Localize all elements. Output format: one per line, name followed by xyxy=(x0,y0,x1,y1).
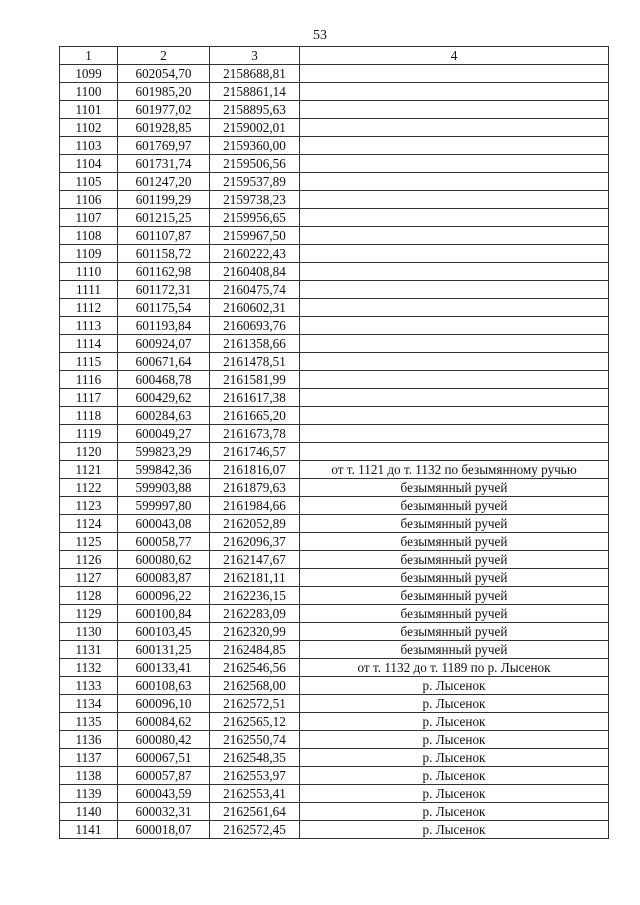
y-coordinate-cell: 2158895,63 xyxy=(210,101,300,119)
table-row xyxy=(60,263,609,281)
y-coordinate-cell: 2160693,76 xyxy=(210,317,300,335)
point-number-cell: 1117 xyxy=(60,389,118,407)
point-number-cell: 1125 xyxy=(60,533,118,551)
table-row xyxy=(60,533,609,551)
point-number-cell: 1138 xyxy=(60,767,118,785)
y-coordinate-cell: 2161984,66 xyxy=(210,497,300,515)
point-number-cell: 1113 xyxy=(60,317,118,335)
table-row xyxy=(60,677,609,695)
table-row xyxy=(60,173,609,191)
table-row xyxy=(60,731,609,749)
x-coordinate-cell: 599842,36 xyxy=(118,461,210,479)
description-cell: от т. 1121 до т. 1132 по безымянному ручью xyxy=(300,461,609,479)
y-coordinate-cell: 2161746,57 xyxy=(210,443,300,461)
table-row xyxy=(60,749,609,767)
x-coordinate-cell: 600083,87 xyxy=(118,569,210,587)
point-number-cell: 1128 xyxy=(60,587,118,605)
y-coordinate-cell: 2162147,67 xyxy=(210,551,300,569)
page-number: 53 xyxy=(313,28,327,43)
point-number-cell: 1101 xyxy=(60,101,118,119)
x-coordinate-cell: 602054,70 xyxy=(118,65,210,83)
y-coordinate-cell: 2159537,89 xyxy=(210,173,300,191)
table-row xyxy=(60,695,609,713)
description-cell: безымянный ручей xyxy=(300,587,609,605)
y-coordinate-cell: 2162096,37 xyxy=(210,533,300,551)
description-cell xyxy=(300,173,609,191)
description-cell: безымянный ручей xyxy=(300,515,609,533)
description-cell: р. Лысенок xyxy=(300,713,609,731)
y-coordinate-cell: 2162236,15 xyxy=(210,587,300,605)
description-cell: безымянный ручей xyxy=(300,479,609,497)
description-cell xyxy=(300,155,609,173)
table-row xyxy=(60,803,609,821)
header-cell-1: 1 xyxy=(60,47,118,65)
header-cell-2: 2 xyxy=(118,47,210,65)
description-cell: р. Лысенок xyxy=(300,821,609,839)
table-row xyxy=(60,119,609,137)
x-coordinate-cell: 601107,87 xyxy=(118,227,210,245)
point-number-cell: 1103 xyxy=(60,137,118,155)
description-cell xyxy=(300,83,609,101)
x-coordinate-cell: 599903,88 xyxy=(118,479,210,497)
x-coordinate-cell: 600058,77 xyxy=(118,533,210,551)
y-coordinate-cell: 2158861,14 xyxy=(210,83,300,101)
point-number-cell: 1134 xyxy=(60,695,118,713)
point-number-cell: 1111 xyxy=(60,281,118,299)
table-row xyxy=(60,407,609,425)
point-number-cell: 1112 xyxy=(60,299,118,317)
description-cell xyxy=(300,317,609,335)
table-row xyxy=(60,317,609,335)
y-coordinate-cell: 2162553,97 xyxy=(210,767,300,785)
table-row xyxy=(60,461,609,479)
description-cell xyxy=(300,209,609,227)
header-cell-4: 4 xyxy=(300,47,609,65)
y-coordinate-cell: 2161673,78 xyxy=(210,425,300,443)
point-number-cell: 1104 xyxy=(60,155,118,173)
point-number-cell: 1100 xyxy=(60,83,118,101)
point-number-cell: 1114 xyxy=(60,335,118,353)
y-coordinate-cell: 2162572,45 xyxy=(210,821,300,839)
description-cell xyxy=(300,245,609,263)
x-coordinate-cell: 601985,20 xyxy=(118,83,210,101)
point-number-cell: 1135 xyxy=(60,713,118,731)
y-coordinate-cell: 2162561,64 xyxy=(210,803,300,821)
y-coordinate-cell: 2161358,66 xyxy=(210,335,300,353)
x-coordinate-cell: 601928,85 xyxy=(118,119,210,137)
y-coordinate-cell: 2161478,51 xyxy=(210,353,300,371)
y-coordinate-cell: 2162484,85 xyxy=(210,641,300,659)
point-number-cell: 1122 xyxy=(60,479,118,497)
table-row xyxy=(60,659,609,677)
x-coordinate-cell: 600108,63 xyxy=(118,677,210,695)
point-number-cell: 1139 xyxy=(60,785,118,803)
description-cell: безымянный ручей xyxy=(300,533,609,551)
point-number-cell: 1140 xyxy=(60,803,118,821)
point-number-cell: 1136 xyxy=(60,731,118,749)
x-coordinate-cell: 601162,98 xyxy=(118,263,210,281)
table-row xyxy=(60,515,609,533)
point-number-cell: 1116 xyxy=(60,371,118,389)
description-cell: р. Лысенок xyxy=(300,677,609,695)
table-row xyxy=(60,623,609,641)
description-cell xyxy=(300,407,609,425)
x-coordinate-cell: 600429,62 xyxy=(118,389,210,407)
x-coordinate-cell: 601172,31 xyxy=(118,281,210,299)
description-cell xyxy=(300,389,609,407)
x-coordinate-cell: 601977,02 xyxy=(118,101,210,119)
table-row xyxy=(60,191,609,209)
y-coordinate-cell: 2162181,11 xyxy=(210,569,300,587)
y-coordinate-cell: 2159360,00 xyxy=(210,137,300,155)
x-coordinate-cell: 601731,74 xyxy=(118,155,210,173)
y-coordinate-cell: 2162553,41 xyxy=(210,785,300,803)
table-row xyxy=(60,767,609,785)
y-coordinate-cell: 2160408,84 xyxy=(210,263,300,281)
x-coordinate-cell: 599997,80 xyxy=(118,497,210,515)
y-coordinate-cell: 2159738,23 xyxy=(210,191,300,209)
description-cell: р. Лысенок xyxy=(300,731,609,749)
point-number-cell: 1127 xyxy=(60,569,118,587)
table-row xyxy=(60,335,609,353)
x-coordinate-cell: 600043,08 xyxy=(118,515,210,533)
table-header xyxy=(60,47,609,65)
x-coordinate-cell: 601193,84 xyxy=(118,317,210,335)
point-number-cell: 1132 xyxy=(60,659,118,677)
y-coordinate-cell: 2161581,99 xyxy=(210,371,300,389)
table-row xyxy=(60,425,609,443)
y-coordinate-cell: 2161665,20 xyxy=(210,407,300,425)
table-row xyxy=(60,785,609,803)
table-row xyxy=(60,281,609,299)
x-coordinate-cell: 600084,62 xyxy=(118,713,210,731)
coordinates-table xyxy=(59,46,609,839)
point-number-cell: 1107 xyxy=(60,209,118,227)
y-coordinate-cell: 2162052,89 xyxy=(210,515,300,533)
y-coordinate-cell: 2158688,81 xyxy=(210,65,300,83)
table-row xyxy=(60,641,609,659)
table-row xyxy=(60,713,609,731)
y-coordinate-cell: 2162283,09 xyxy=(210,605,300,623)
description-cell: р. Лысенок xyxy=(300,803,609,821)
point-number-cell: 1118 xyxy=(60,407,118,425)
description-cell xyxy=(300,137,609,155)
table-row xyxy=(60,155,609,173)
description-cell xyxy=(300,299,609,317)
table-row xyxy=(60,227,609,245)
description-cell xyxy=(300,353,609,371)
point-number-cell: 1130 xyxy=(60,623,118,641)
point-number-cell: 1120 xyxy=(60,443,118,461)
x-coordinate-cell: 600049,27 xyxy=(118,425,210,443)
y-coordinate-cell: 2162565,12 xyxy=(210,713,300,731)
point-number-cell: 1110 xyxy=(60,263,118,281)
description-cell: р. Лысенок xyxy=(300,767,609,785)
description-cell xyxy=(300,335,609,353)
x-coordinate-cell: 600924,07 xyxy=(118,335,210,353)
x-coordinate-cell: 601769,97 xyxy=(118,137,210,155)
x-coordinate-cell: 601215,25 xyxy=(118,209,210,227)
description-cell xyxy=(300,191,609,209)
point-number-cell: 1106 xyxy=(60,191,118,209)
table-row xyxy=(60,569,609,587)
y-coordinate-cell: 2159956,65 xyxy=(210,209,300,227)
y-coordinate-cell: 2159002,01 xyxy=(210,119,300,137)
x-coordinate-cell: 601247,20 xyxy=(118,173,210,191)
y-coordinate-cell: 2161879,63 xyxy=(210,479,300,497)
table-row xyxy=(60,587,609,605)
table-row xyxy=(60,353,609,371)
point-number-cell: 1123 xyxy=(60,497,118,515)
point-number-cell: 1126 xyxy=(60,551,118,569)
x-coordinate-cell: 600468,78 xyxy=(118,371,210,389)
description-cell: безымянный ручей xyxy=(300,641,609,659)
y-coordinate-cell: 2160602,31 xyxy=(210,299,300,317)
description-cell: безымянный ручей xyxy=(300,569,609,587)
point-number-cell: 1141 xyxy=(60,821,118,839)
x-coordinate-cell: 600103,45 xyxy=(118,623,210,641)
table-row xyxy=(60,101,609,119)
y-coordinate-cell: 2160475,74 xyxy=(210,281,300,299)
table-row xyxy=(60,371,609,389)
y-coordinate-cell: 2162568,00 xyxy=(210,677,300,695)
description-cell: р. Лысенок xyxy=(300,749,609,767)
table-row xyxy=(60,551,609,569)
table-row xyxy=(60,479,609,497)
y-coordinate-cell: 2159506,56 xyxy=(210,155,300,173)
y-coordinate-cell: 2161617,38 xyxy=(210,389,300,407)
table-row xyxy=(60,443,609,461)
y-coordinate-cell: 2162320,99 xyxy=(210,623,300,641)
table-row xyxy=(60,137,609,155)
x-coordinate-cell: 600133,41 xyxy=(118,659,210,677)
description-cell xyxy=(300,101,609,119)
description-cell: безымянный ручей xyxy=(300,623,609,641)
point-number-cell: 1137 xyxy=(60,749,118,767)
description-cell: р. Лысенок xyxy=(300,695,609,713)
y-coordinate-cell: 2159967,50 xyxy=(210,227,300,245)
x-coordinate-cell: 600284,63 xyxy=(118,407,210,425)
point-number-cell: 1131 xyxy=(60,641,118,659)
x-coordinate-cell: 600043,59 xyxy=(118,785,210,803)
x-coordinate-cell: 601158,72 xyxy=(118,245,210,263)
y-coordinate-cell: 2162548,35 xyxy=(210,749,300,767)
x-coordinate-cell: 600080,62 xyxy=(118,551,210,569)
y-coordinate-cell: 2161816,07 xyxy=(210,461,300,479)
table-row xyxy=(60,209,609,227)
point-number-cell: 1115 xyxy=(60,353,118,371)
header-cell-3: 3 xyxy=(210,47,300,65)
x-coordinate-cell: 600096,10 xyxy=(118,695,210,713)
x-coordinate-cell: 600057,87 xyxy=(118,767,210,785)
point-number-cell: 1102 xyxy=(60,119,118,137)
table-row xyxy=(60,497,609,515)
point-number-cell: 1133 xyxy=(60,677,118,695)
point-number-cell: 1105 xyxy=(60,173,118,191)
x-coordinate-cell: 600032,31 xyxy=(118,803,210,821)
table-row xyxy=(60,821,609,839)
description-cell xyxy=(300,227,609,245)
point-number-cell: 1121 xyxy=(60,461,118,479)
description-cell xyxy=(300,65,609,83)
y-coordinate-cell: 2162550,74 xyxy=(210,731,300,749)
description-cell: безымянный ручей xyxy=(300,497,609,515)
description-cell: р. Лысенок xyxy=(300,785,609,803)
header-row xyxy=(60,47,609,65)
description-cell xyxy=(300,119,609,137)
point-number-cell: 1119 xyxy=(60,425,118,443)
description-cell xyxy=(300,443,609,461)
x-coordinate-cell: 600131,25 xyxy=(118,641,210,659)
x-coordinate-cell: 600067,51 xyxy=(118,749,210,767)
x-coordinate-cell: 601175,54 xyxy=(118,299,210,317)
x-coordinate-cell: 600100,84 xyxy=(118,605,210,623)
table-row xyxy=(60,389,609,407)
table-body xyxy=(60,65,609,839)
description-cell xyxy=(300,263,609,281)
table-row xyxy=(60,299,609,317)
point-number-cell: 1099 xyxy=(60,65,118,83)
y-coordinate-cell: 2162546,56 xyxy=(210,659,300,677)
table-row xyxy=(60,245,609,263)
y-coordinate-cell: 2160222,43 xyxy=(210,245,300,263)
x-coordinate-cell: 600080,42 xyxy=(118,731,210,749)
description-cell: безымянный ручей xyxy=(300,605,609,623)
table-row xyxy=(60,83,609,101)
description-cell: безымянный ручей xyxy=(300,551,609,569)
description-cell xyxy=(300,425,609,443)
x-coordinate-cell: 600671,64 xyxy=(118,353,210,371)
point-number-cell: 1129 xyxy=(60,605,118,623)
point-number-cell: 1109 xyxy=(60,245,118,263)
x-coordinate-cell: 600096,22 xyxy=(118,587,210,605)
point-number-cell: 1108 xyxy=(60,227,118,245)
point-number-cell: 1124 xyxy=(60,515,118,533)
description-cell xyxy=(300,371,609,389)
x-coordinate-cell: 601199,29 xyxy=(118,191,210,209)
table-row xyxy=(60,65,609,83)
table-row xyxy=(60,605,609,623)
description-cell: от т. 1132 до т. 1189 по р. Лысенок xyxy=(300,659,609,677)
description-cell xyxy=(300,281,609,299)
y-coordinate-cell: 2162572,51 xyxy=(210,695,300,713)
x-coordinate-cell: 600018,07 xyxy=(118,821,210,839)
x-coordinate-cell: 599823,29 xyxy=(118,443,210,461)
